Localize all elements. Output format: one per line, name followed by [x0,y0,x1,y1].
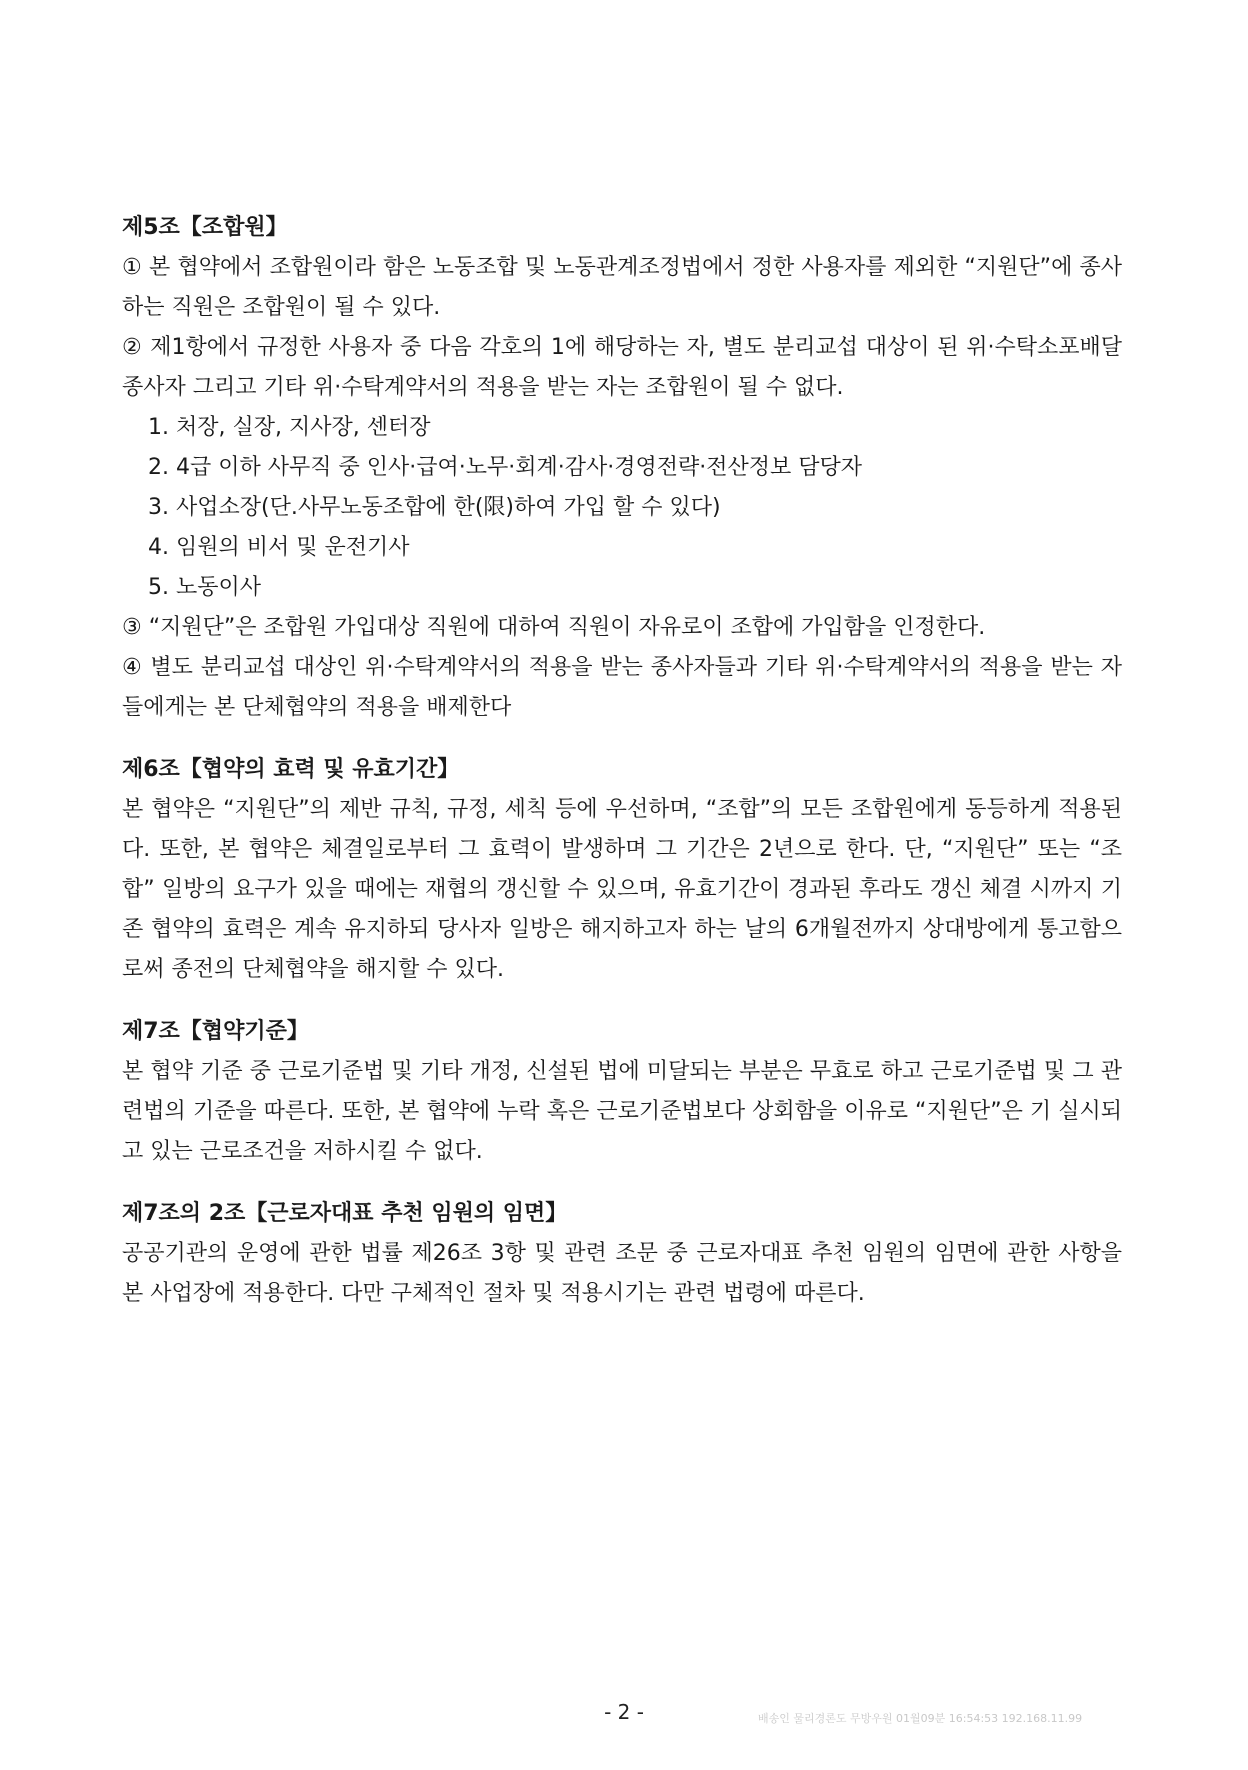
article-5-clause-2: ② 제1항에서 규정한 사용자 중 다음 각호의 1에 해당하는 자, 별도 분리교섭 대상이 된 위·수탁소포배달종사자 그리고 기타 위·수탁계약서의 적용을 받는 자는 조합원이 될 수 없다. [122,335,1122,400]
list-item: 5. 노동이사 [148,575,261,600]
list-item: 2. 4급 이하 사무직 중 인사·급여·노무·회계·감사·경영전략·전산정보 담당자 [148,455,862,480]
article-5-clause-1: ① 본 협약에서 조합원이라 함은 노동조합 및 노동관계조정법에서 정한 사용자를 제외한 “지원단”에 종사하는 직원은 조합원이 될 수 있다. [122,255,1122,320]
article-5 [122,208,1122,728]
article-6 [122,750,1122,990]
print-watermark: 배송인 물리경론도 무방우원 01월09분 16:54:53 192.168.11.99 [758,1712,1083,1725]
article-5-exclusion-list [122,408,1122,608]
article-7-title: 제7조【협약기준】 [122,1019,309,1044]
article-7-2-title: 제7조의 2조【근로자대표 추천 임원의 임면】 [122,1201,568,1226]
article-7 [122,1012,1122,1172]
page-number: - 2 - [604,1700,644,1724]
article-5-clause-3: ③ “지원단”은 조합원 가입대상 직원에 대하여 직원이 자유로이 조합에 가입함을 인정한다. [122,615,986,640]
article-6-title: 제6조【협약의 효력 및 유효기간】 [122,757,460,782]
article-7-2 [122,1194,1122,1314]
document-page [122,208,1122,1336]
article-7-body: 본 협약 기준 중 근로기준법 및 기타 개정, 신설된 법에 미달되는 부분은 무효로 하고 근로기준법 및 그 관련법의 기준을 따른다. 또한, 본 협약에 누락 혹은 근로기준법보다 상회함을 이유로 “지원단”은 기 실시되고 있는 근로조건을 저하시킬 수 없다. [122,1059,1122,1164]
list-item: 4. 임원의 비서 및 운전기사 [148,535,410,560]
article-5-title: 제5조【조합원】 [122,215,288,240]
article-6-body: 본 협약은 “지원단”의 제반 규칙, 규정, 세칙 등에 우선하며, “조합”의 모든 조합원에게 동등하게 적용된다. 또한, 본 협약은 체결일로부터 그 효력이 발생하며 그 기간은 2년으로 한다. 단, “지원단” 또는 “조합” 일방의 요구가 있을 때에는 재협의 갱신할 수 있으며, 유효기간이 경과된 후라도 갱신 체결 시까지 기존 협약의 효력은 계속 유지하되 당사자 일방은 해지하고자 하는 날의 6개월전까지 상대방에게 통고함으로써 종전의 단체협약을 해지할 수 있다. [122,797,1122,982]
article-7-2-body: 공공기관의 운영에 관한 법률 제26조 3항 및 관련 조문 중 근로자대표 추천 임원의 임면에 관한 사항을 본 사업장에 적용한다. 다만 구체적인 절차 및 적용시기는 관련 법령에 따른다. [122,1241,1122,1306]
list-item: 1. 처장, 실장, 지사장, 센터장 [148,415,431,440]
list-item: 3. 사업소장(단.사무노동조합에 한(限)하여 가입 할 수 있다) [148,495,721,520]
article-5-clause-4: ④ 별도 분리교섭 대상인 위·수탁계약서의 적용을 받는 종사자들과 기타 위·수탁계약서의 적용을 받는 자들에게는 본 단체협약의 적용을 배제한다 [122,655,1122,720]
